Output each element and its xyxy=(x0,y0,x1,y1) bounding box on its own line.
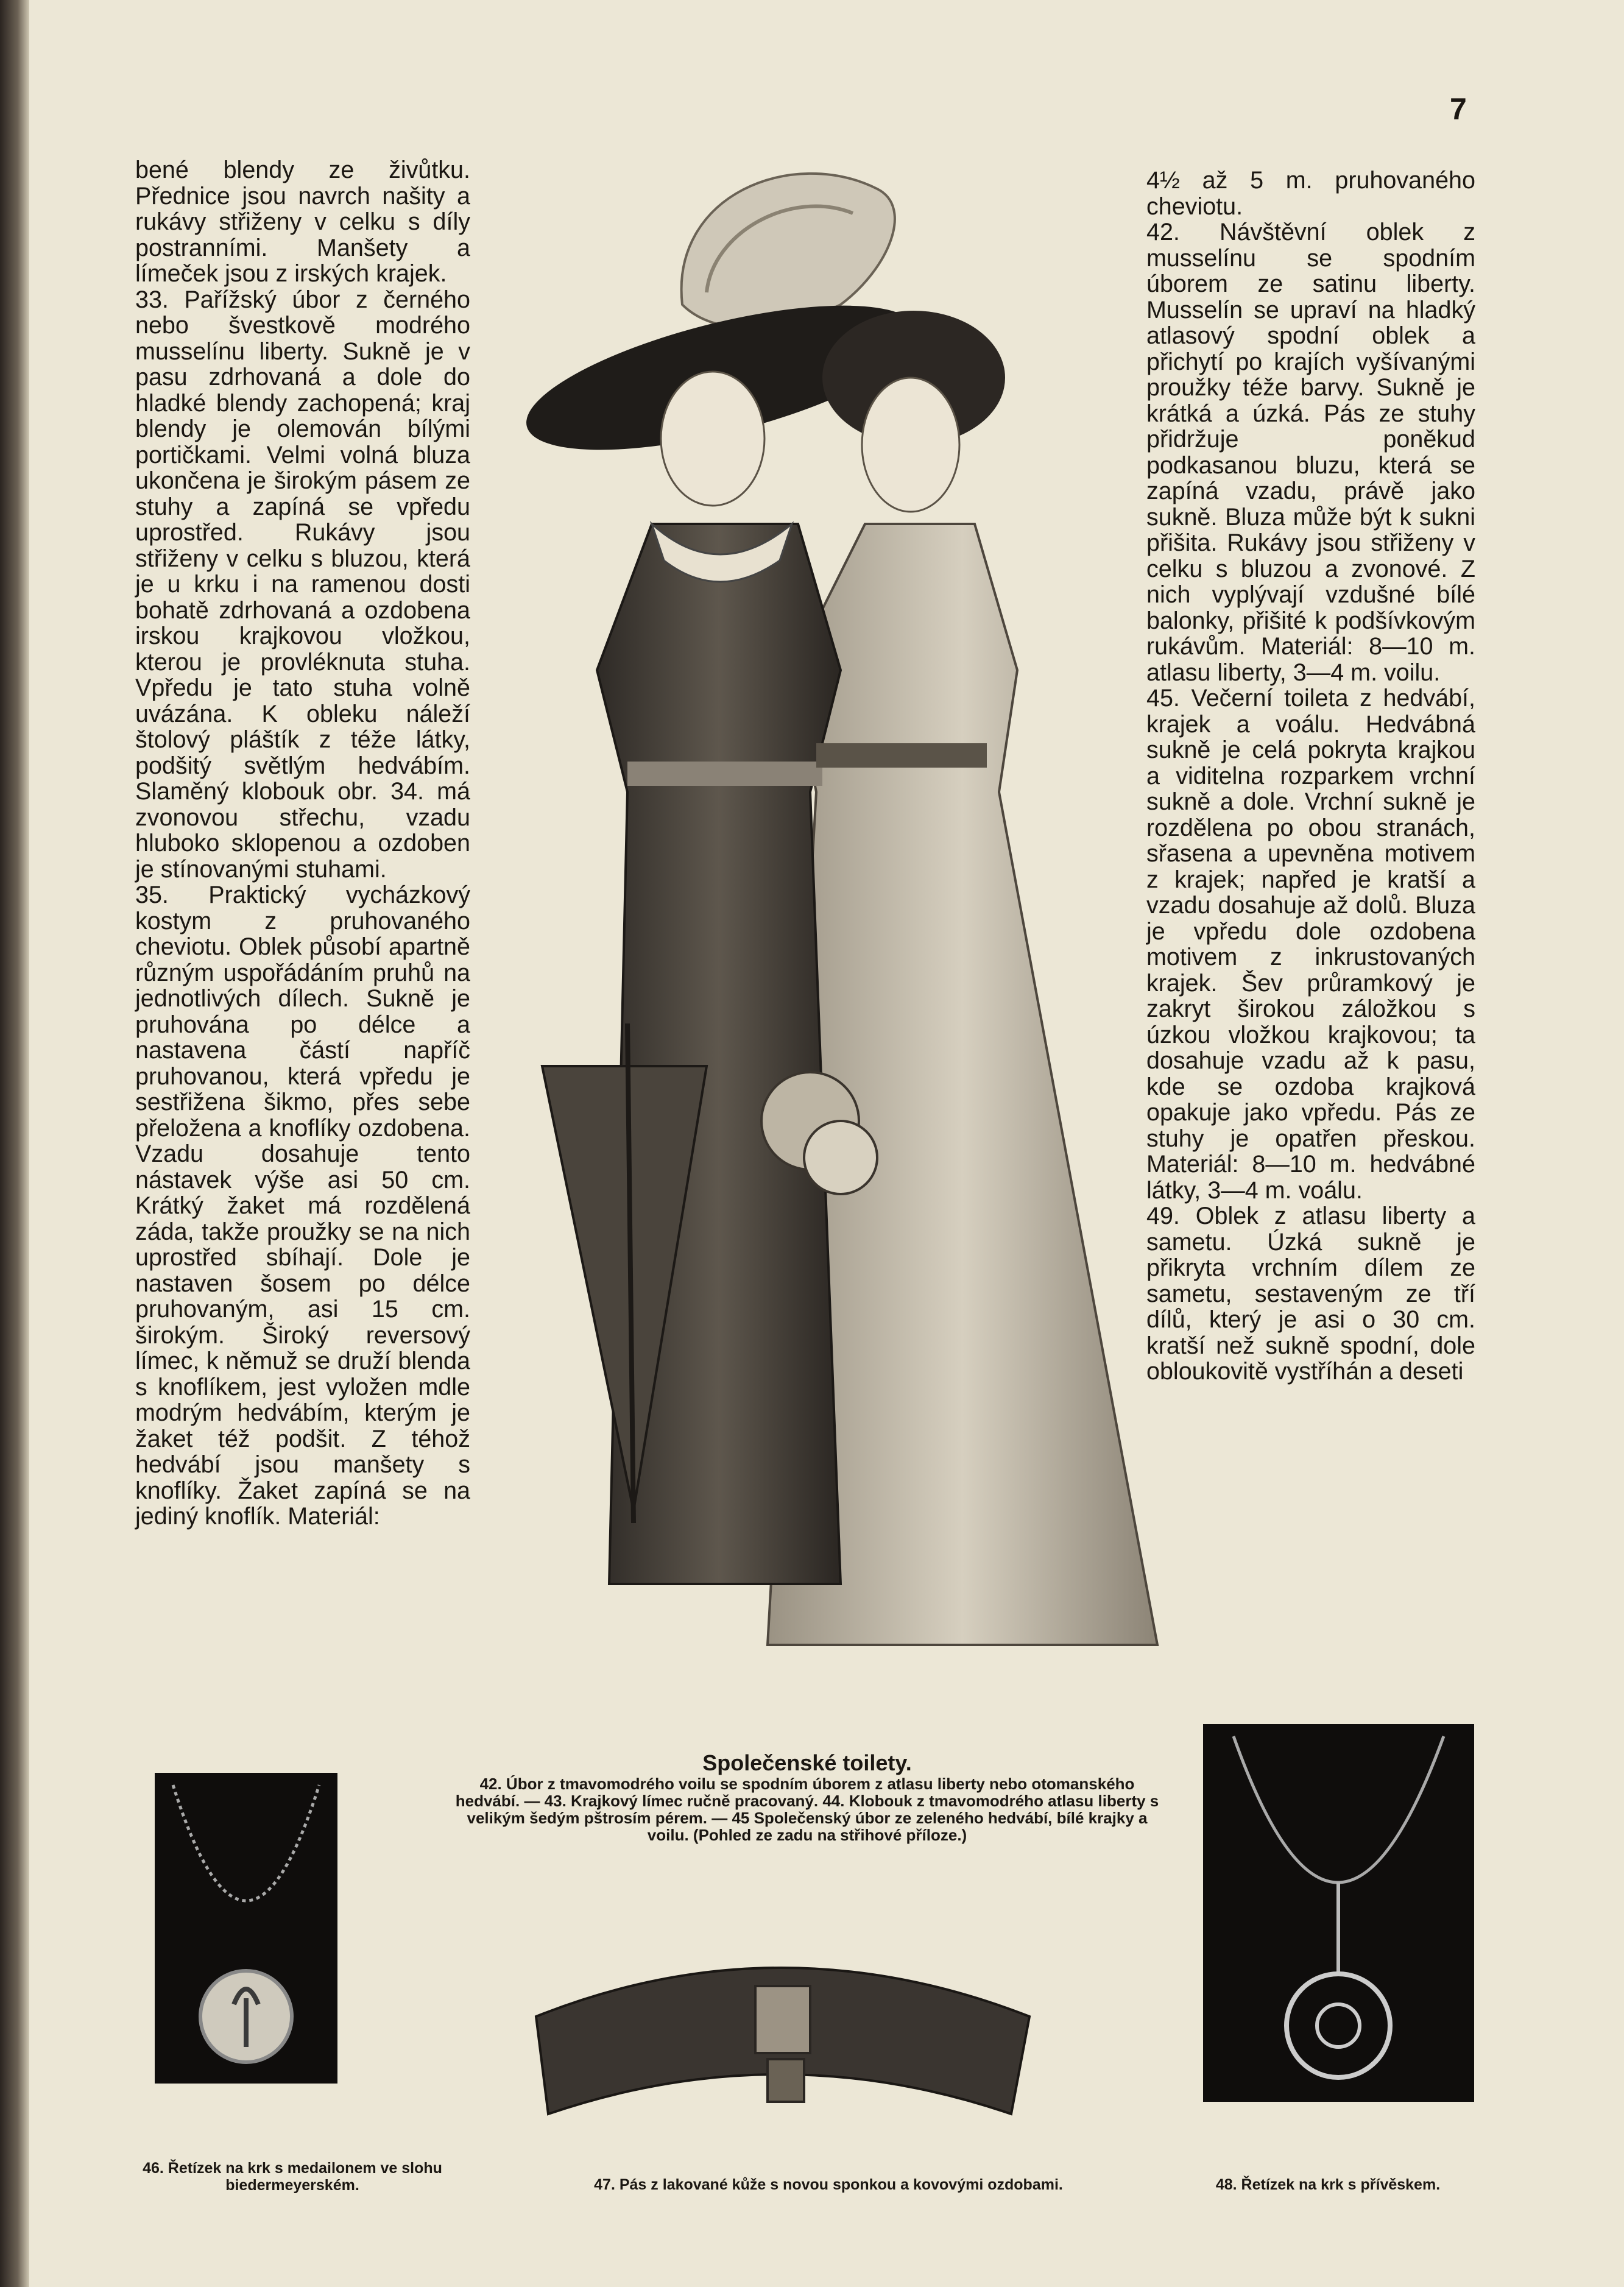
figure-47-label: 47. Pás z lakované kůže s novou sponkou a kovovými ozdobami. xyxy=(594,2176,1063,2193)
book-spine xyxy=(0,0,29,2287)
right-paragraph-2: 42. Návštěvní oblek z musselínu se spodním úborem ze satinu liberty. Musselín se upraví na hladký atlasový spodní oblek a přichytí po krajích vyšívanými proužky téže barvy. Sukně je krátká a úzká. Pás ze stuhy přidržuje poněkud podkasanou bluzu, která se zapíná vzadu, právě jako sukně. Bluza může být k sukni přišita. Rukávy jsou střiženy v celku s bluzou a zvonové. Z nich vyplývají vzdušné bílé balonky, přišité k podšívkovým rukávům. Materiál: 8—10 m. atlasu liberty, 3—4 m. voilu. xyxy=(1146,219,1475,686)
caption-title: Společenské toilety. xyxy=(702,1750,912,1775)
necklace-medallion-photo xyxy=(155,1773,337,2084)
figure-caption xyxy=(454,1750,1160,1844)
left-text-column xyxy=(135,157,470,1530)
left-paragraph-2: 33. Pařížský úbor z černého nebo švestkově modrého musselínu liberty. Sukně je v pasu zdrhovaná a dole do hladké blendy zachopená; kraj blendy je olemován bílými portičkami. Velmi volná bluza ukončena je širokým pásem ze stuhy a zapíná se vpředu uprostřed. Rukávy jsou střiženy v celku s bluzou, která je u krku i na ramenou dosti bohatě zdrhovaná a ozdobena irskou krajkovou vložkou, kterou je provléknuta stuha. Vpředu je tato stuha volně uvázána. K obleku náleží štolový pláštík z téže látky, podšitý světlým hedvábím. Slaměný klobouk obr. 34. má zvonovou střechu, vzadu hluboko sklopenou a ozdoben je stínovanými stuhami. xyxy=(135,286,470,883)
figure-48-label: 48. Řetízek na krk s přívěskem. xyxy=(1215,2176,1441,2193)
right-paragraph-1: 4½ až 5 m. pruhovaného cheviotu. xyxy=(1146,167,1475,220)
right-paragraph-3: 45. Večerní toileta z hedvábí, krajek a voálu. Hedvábná sukně je celá pokryta krajkou a viditelna rozparkem vrchní sukně a dole. Vrchní sukně je rozdělena po obou stranách, sřasena a upevněna motivem z krajek; napřed je kratší a vzadu dosahuje až dolů. Bluza je vpředu dole ozdobena motivem z inkrustovaných krajek. Šev průramkový je zakryt širokou záložkou s úzkou vložkou krajkovou; ta dosahuje vzadu až k pasu, kde se ozdoba krajková opakuje jako vpředu. Pás ze stuhy je opatřen přeskou. Materiál: 8—10 m. hedvábné látky, 3—4 m. voálu. xyxy=(1146,685,1475,1204)
left-paragraph-1: bené blendy ze živůtku. Přednice jsou navrch našity a rukávy střiženy v celku s díly postranními. Manšety a límeček jsou z irských krajek. xyxy=(135,157,470,287)
page-number: 7 xyxy=(1450,92,1467,126)
figure-46-label: 46. Řetízek na krk s medailonem ve slohu biedermeyerském. xyxy=(143,2160,442,2194)
fashion-illustration xyxy=(451,122,1194,1718)
necklace-pendant-photo xyxy=(1203,1724,1474,2102)
left-paragraph-3: 35. Praktický vycházkový kostym z pruhovaného cheviotu. Oblek působí apartně různým uspořádáním pruhů na jednotlivých dílech. Sukně je pruhována po délce a nastavena částí napříč pruhovanou, která vpředu je sestřižena šikmo, přes sebe přeložena a knoflíky ozdobena. Vzadu dosahuje tento nástavek výše asi 50 cm. Krátký žaket má rozdělená záda, takže proužky se na nich uprostřed sbíhají. Dole je nastaven šosem po délce pruhovaným, asi 15 cm. širokým. Široký reversový límec, k němuž se druží blenda s knoflíkem, jest vyložen mdle modrým hedvábím, kterým je žaket též podšit. Z téhož hedvábí jsou manšety s knoflíky. Žaket zapíná se na jediný knoflík. Materiál: xyxy=(135,882,470,1530)
right-text-column xyxy=(1146,168,1475,1385)
right-paragraph-4: 49. Oblek z atlasu liberty a sametu. Úzká sukně je přikryta vrchním dílem ze sametu, sestaveným ze tří dílů, který je asi o 30 cm. kratší než sukně spodní, dole obloukovitě vystříhán a deseti xyxy=(1146,1203,1475,1385)
caption-text: 42. Úbor z tmavomodrého voilu se spodním úborem z atlasu liberty nebo otomanského hedvábí. — 43. Krajkový límec ručně pracovaný. 44. Klobouk z tmavomodrého atlasu liberty s velikým šedým pštrosím pérem. — 45 Společenský úbor ze zeleného hedvábí, bílé krajky a voilu. (Pohled ze zadu na střihové příloze.) xyxy=(455,1775,1159,1844)
belt-illustration xyxy=(524,1943,1042,2126)
